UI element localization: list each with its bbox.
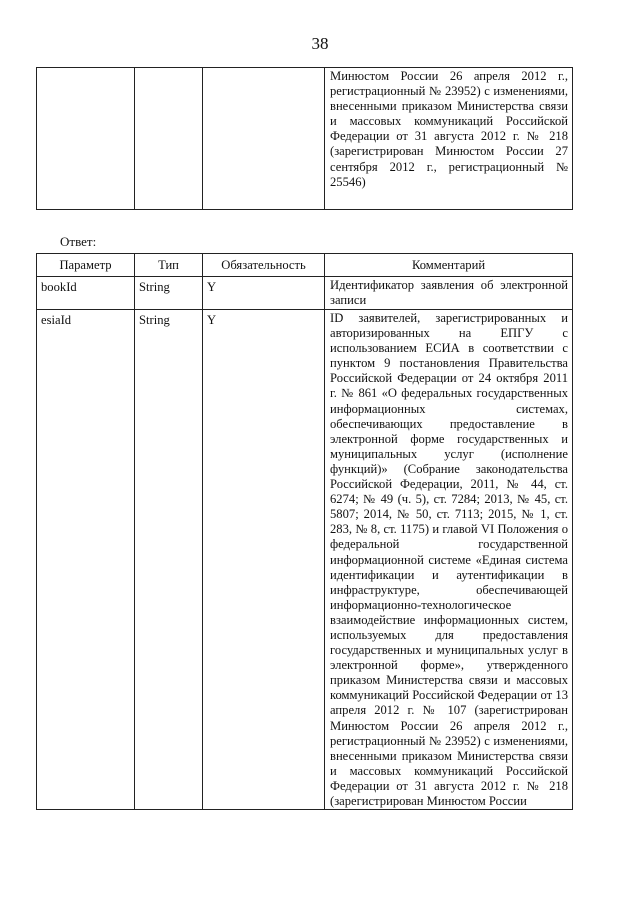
cell-type: String: [135, 277, 203, 310]
continuation-table: [36, 67, 573, 210]
continuation-cell-param: [37, 68, 135, 210]
response-table: [36, 253, 573, 810]
cell-param: esiaId: [37, 310, 135, 810]
header-type: Тип: [135, 254, 203, 277]
table-row: [37, 68, 573, 210]
table-row: [37, 310, 573, 810]
continuation-cell-type: [135, 68, 203, 210]
cell-comment: Идентификатор заявления об электронной записи: [325, 277, 573, 310]
header-comment: Комментарий: [325, 254, 573, 277]
table-row: [37, 277, 573, 310]
cell-required: Y: [203, 310, 325, 810]
page-number: 38: [311, 34, 329, 53]
page-bottom-margin: [0, 873, 640, 905]
cell-type: String: [135, 310, 203, 810]
cell-param: bookId: [37, 277, 135, 310]
header-param: Параметр: [37, 254, 135, 277]
continuation-cell-required: [203, 68, 325, 210]
cell-comment: ID заявителей, зарегистрированных и авторизированных на ЕПГУ с использованием ЕСИА в соответствии с пунктом 9 постановления Правительства Российской Федерации от 24 октября 2011 г. № 861 «О федеральных государственных информационных системах, обеспечивающих предоставление в электронной форме государственных и муниципальных услуг (исполнение функций)» (Собрание законодательства Российской Федерации, 2011, № 44, ст. 6274; № 49 (ч. 5), ст. 7284; 2013, № 45, ст. 5807; 2014, № 50, ст. 7113; 2015, № 1, ст. 283, № 8, ст. 1175) и главой VI Положения о федеральной государственной информационной системе «Единая система идентификации и аутентификации в инфраструктуре, обеспечивающей информационно-технологическое взаимодействие информационных систем, используемых для предоставления государственных и муниципальных услуг в электронной форме», утвержденного приказом Министерства связи и массовых коммуникаций Российской Федерации от 13 апреля 2012 г. № 107 (зарегистрирован Минюстом России 26 апреля 2012 г., регистрационный № 23952) с изменениями, внесенными приказом Министерства связи и массовых коммуникаций Российской Федерации от 31 августа 2012 г. № 218 (зарегистрирован Минюстом России: [325, 310, 573, 810]
answer-label: Ответ:: [60, 234, 97, 249]
cell-required: Y: [203, 277, 325, 310]
continuation-comment: Минюстом России 26 апреля 2012 г., регистрационный № 23952) с изменениями, внесенными приказом Министерства связи и массовых коммуникаций Российской Федерации от 31 августа 2012 г. № 218 (зарегистрирован Минюстом России 27 сентября 2012 г., регистрационный № 25546): [325, 68, 573, 210]
header-required: Обязательность: [203, 254, 325, 277]
table-header-row: [37, 254, 573, 277]
